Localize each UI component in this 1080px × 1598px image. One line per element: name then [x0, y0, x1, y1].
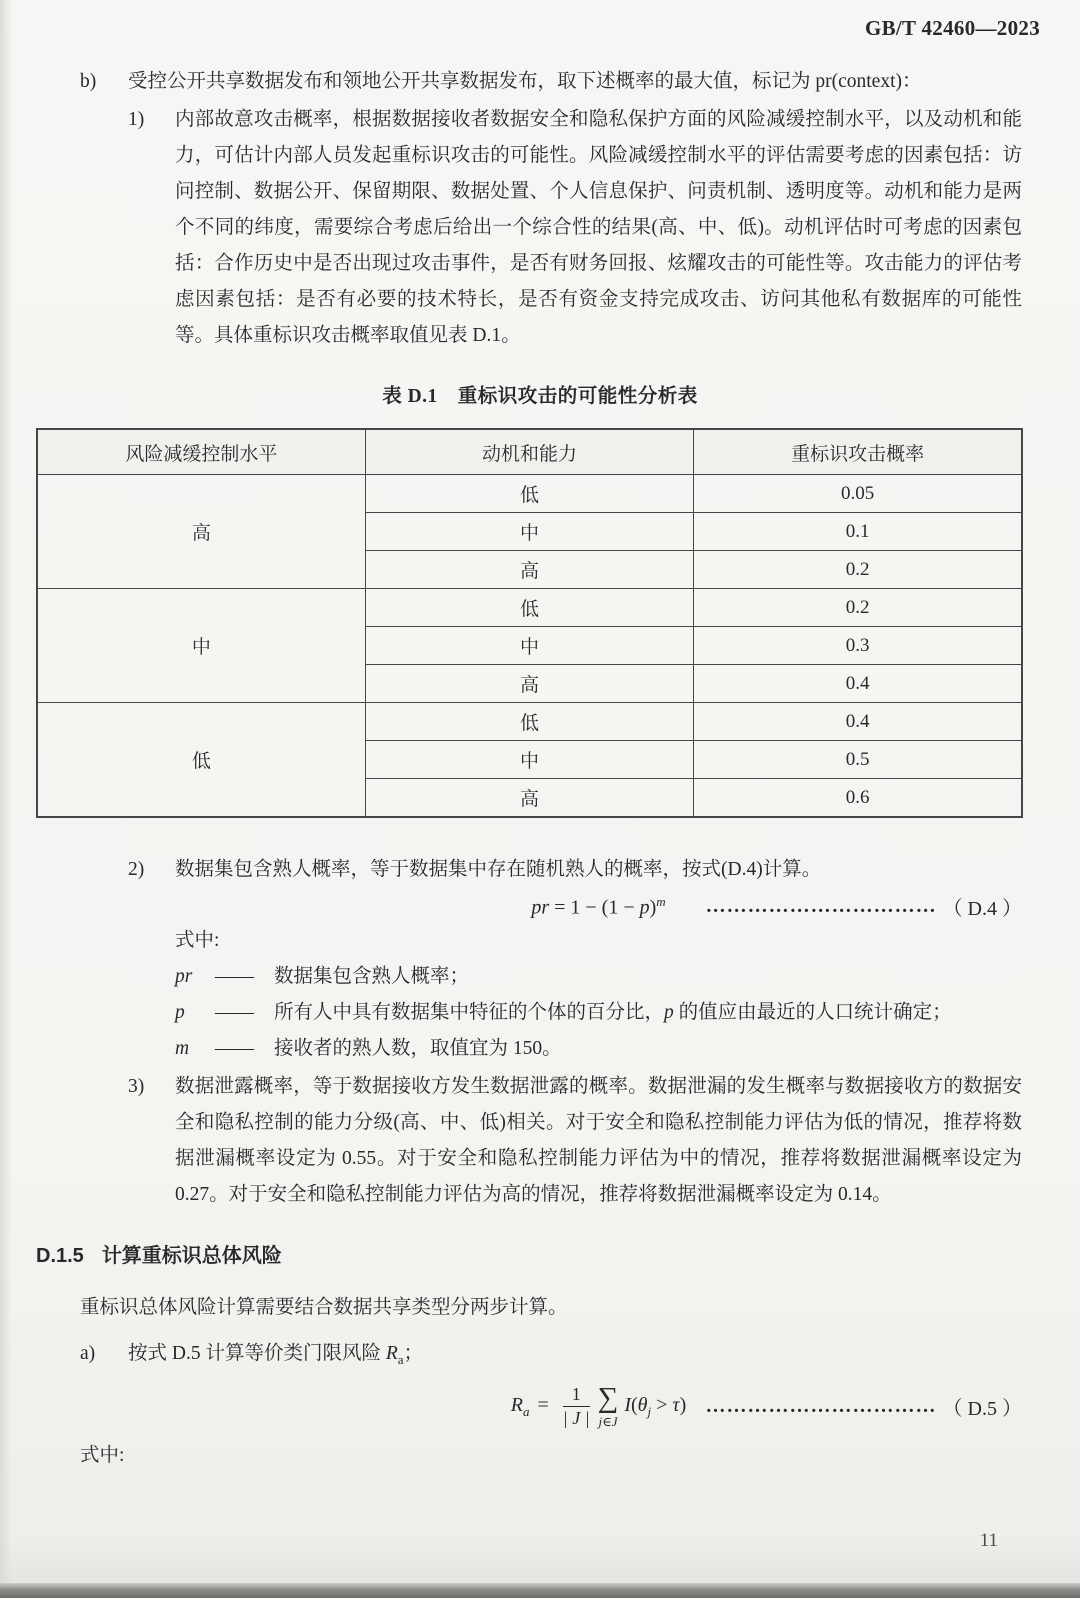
equation-number-d4: （ D.4 ）	[942, 898, 1023, 920]
table-cell: 中	[365, 513, 693, 551]
section-heading-d15	[36, 1239, 1023, 1268]
table-cell-level: 低	[37, 703, 365, 818]
list-item-b-text: 受控公开共享数据发布和领地公开共享数据发布，取下述概率的最大值，标记为 pr(context)：	[128, 71, 922, 92]
term-dash: ——	[215, 1038, 254, 1059]
section-title: 计算重标识总体风险	[101, 1245, 282, 1267]
table-cell: 0.4	[694, 665, 1022, 703]
term-desc: 数据集包含熟人概率；	[274, 966, 470, 987]
table-row	[37, 475, 1022, 513]
table-cell: 高	[365, 551, 693, 589]
list-marker-b: b)	[80, 71, 97, 92]
list-item-3	[128, 1069, 1022, 1213]
open-paren: (	[631, 1393, 638, 1416]
term-desc: 所有人中具有数据集中特征的个体的百分比，	[274, 1002, 665, 1023]
formula-var-I: I	[624, 1393, 631, 1416]
term-dash: ——	[215, 966, 254, 987]
table-cell: 高	[365, 665, 693, 703]
formula-var-theta-sub: j	[647, 1403, 652, 1419]
sigma-subscript: j∈J	[598, 1414, 618, 1430]
table-cell-level: 高	[37, 475, 365, 589]
inline-var-R: R	[385, 1343, 398, 1364]
term-definition-p	[175, 995, 1022, 1031]
table-header-cell: 风险减缓控制水平	[37, 429, 365, 475]
equation-number-d5: （ D.5 ）	[942, 1397, 1022, 1420]
page-bottom-edge-shadow	[0, 1583, 1080, 1598]
close-paren: )	[679, 1393, 687, 1416]
table-header-cell: 重标识攻击概率	[694, 429, 1022, 475]
table-cell: 0.2	[694, 589, 1022, 627]
fraction-denominator: | J |	[562, 1407, 590, 1428]
table-header-cell: 动机和能力	[365, 429, 693, 475]
where-label-d5: 式中:	[80, 1445, 125, 1467]
formula-var-tau: τ	[672, 1393, 680, 1416]
inline-var-R-sub: a	[397, 1351, 404, 1367]
list-item-1-text: 内部故意攻击概率，根据数据接收者数据安全和隐私保护方面的风险减缓控制水平，以及动机和能力，可估计内部人员发起重标识攻击的可能性。风险减缓控制水平的评估需要考虑的因素包括：访问控制、数据公开、保留期限、数据处置、个人信息保护、问责机制、透明度等。动机和能力是两个不同的纬度，需要综合考虑后给出一个综合性的结果(高、中、低)。动机评估时可考虑的因素包括：合作历史中是否出现过攻击事件，是否有财务回报、炫耀攻击的可能性等。攻击能力的评估考虑因素包括：是否有必要的技术特长，是否有资金支持完成攻击、访问其他私有数据库的可能性等。具体重标识攻击概率取值见表 D.1。	[175, 109, 1022, 346]
term-symbol-m: m	[175, 1038, 190, 1059]
table-cell: 高	[365, 779, 693, 818]
table-cell-level: 中	[37, 589, 365, 703]
list-marker-2: 2)	[128, 859, 145, 880]
formula-d4-expression	[531, 894, 665, 920]
leader-dots: ……………………………	[705, 1394, 937, 1417]
table-cell: 0.3	[694, 627, 1022, 665]
section-number: D.1.5	[36, 1245, 84, 1267]
table-cell: 低	[365, 589, 693, 627]
list-item-a-text: 按式 D.5 计算等价类门限风险	[128, 1343, 386, 1364]
table-cell: 中	[365, 627, 693, 665]
formula-exponent-m: m	[656, 893, 666, 909]
table-cell: 0.1	[694, 513, 1022, 551]
where-label-d4: 式中:	[175, 930, 220, 951]
greater-than: >	[651, 1393, 673, 1416]
formula-body: = 1 − (1 −	[549, 896, 640, 919]
equals-sign: =	[537, 1393, 549, 1416]
formula-d4-leader	[666, 892, 1022, 921]
formula-var-p: p	[639, 896, 650, 919]
table-cell: 0.4	[694, 703, 1022, 741]
formula-var-theta: θ	[637, 1393, 648, 1416]
list-item-2	[128, 852, 1022, 888]
table-caption: 表 D.1 重标识攻击的可能性分析表	[382, 386, 698, 407]
term-definition-pr	[175, 959, 1022, 995]
fraction-numerator: 1	[563, 1384, 590, 1407]
list-item-3-text: 数据泄露概率，等于数据接收方发生数据泄露的概率。数据泄漏的发生概率与数据接收方的数据安全和隐私控制的能力分级(高、中、低)相关。对于安全和隐私控制能力评估为低的情况，推荐将数据泄漏概率设定为 0.55。对于安全和隐私控制能力评估为中的情况，推荐将数据泄漏概率设定为 0.27。对于安全和隐私控制能力评估为高的情况，推荐将数据泄漏概率设定为 0.14。	[175, 1076, 1022, 1205]
term-definition-m	[175, 1031, 1022, 1067]
term-desc: 的值应由最近的人口统计确定；	[673, 1002, 952, 1023]
table-cell: 0.05	[694, 475, 1022, 513]
formula-close-paren: )	[649, 896, 657, 919]
term-symbol-pr: pr	[175, 966, 193, 987]
table-cell: 中	[365, 741, 693, 779]
summation	[598, 1384, 619, 1428]
term-desc: 接收者的熟人数，取值宜为 150。	[274, 1038, 562, 1059]
list-item-a-tail: ；	[403, 1343, 424, 1364]
list-marker-3: 3)	[128, 1076, 145, 1097]
list-marker-a: a)	[80, 1343, 96, 1364]
table-cell: 低	[365, 703, 693, 741]
term-symbol-p: p	[175, 1002, 185, 1023]
table-cell: 0.2	[694, 551, 1022, 589]
formula-var-R-sub: a	[522, 1403, 530, 1419]
formula-d5	[175, 1384, 1022, 1428]
list-item-a	[80, 1336, 1022, 1378]
table-d1	[36, 428, 1023, 818]
table-cell: 低	[365, 475, 693, 513]
formula-var-R: R	[510, 1393, 523, 1416]
leader-dots: ……………………………	[705, 895, 937, 917]
standard-number: GB/T 42460—2023	[864, 16, 1040, 40]
section-intro: 重标识总体风险计算需要结合数据共享类型分两步计算。	[80, 1297, 568, 1318]
page-number: 11	[979, 1530, 998, 1551]
table-cell: 0.5	[694, 741, 1022, 779]
list-item-2-text: 数据集包含熟人概率，等于数据集中存在随机熟人的概率，按式(D.4)计算。	[175, 859, 822, 880]
page-left-edge-shadow	[0, 0, 12, 1598]
table-row	[37, 589, 1022, 627]
list-marker-1: 1)	[128, 109, 145, 130]
table-cell: 0.6	[694, 779, 1022, 818]
list-item-1	[128, 102, 1022, 354]
term-dash: ——	[215, 1002, 254, 1023]
table-header-row	[37, 429, 1022, 475]
formula-d4	[175, 892, 1022, 921]
table-row	[37, 703, 1022, 741]
sigma-symbol: ∑	[597, 1382, 619, 1415]
formula-d5-expression	[511, 1384, 687, 1428]
formula-d5-leader	[686, 1392, 1022, 1421]
formula-var-pr: pr	[531, 896, 550, 919]
term-inline-var-p: p	[664, 1002, 674, 1023]
list-item-b	[80, 64, 1023, 100]
fraction	[563, 1384, 590, 1428]
